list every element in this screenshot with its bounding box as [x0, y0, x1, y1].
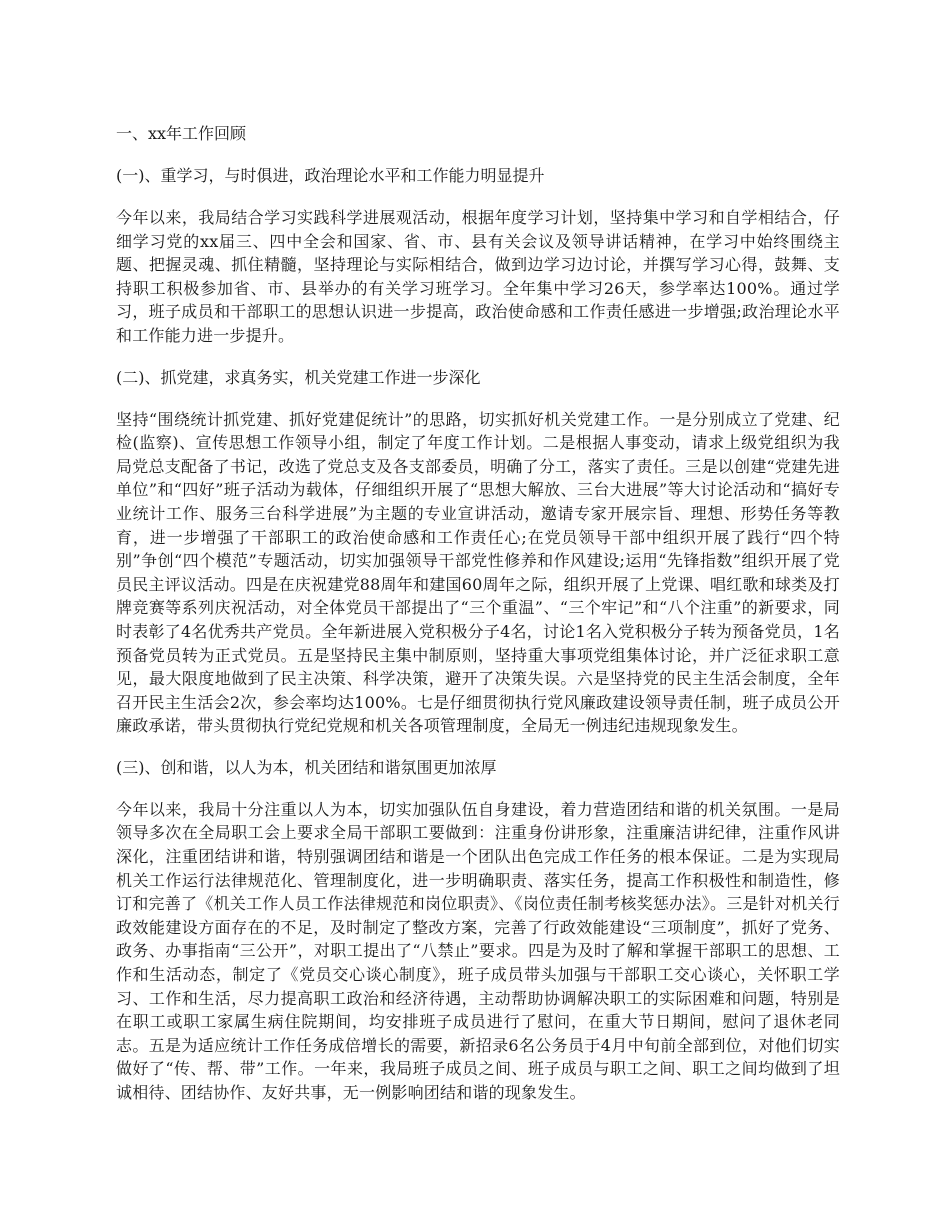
- subsection-body-3: 今年以来，我局十分注重以人为本，切实加强队伍自身建设，着力营造团结和谐的机关氛围。一是局领导多次在全局职工会上要求全局干部职工要做到：注重身份讲形象，注重廉洁讲纪律，注重作风讲深化，注重团结讲和谐，特别强调团结和谐是一个团队出色完成工作任务的根本保证。二是为实现局机关工作运行法律规范化、管理制度化，进一步明确职责、落实任务，提高工作积极性和制造性，修订和完善了《机关工作人员工作法律规范和岗位职责》、《岗位责任制考核奖惩办法》。三是针对机关行政效能建设方面存在的不足，及时制定了整改方案，完善了行政效能建设“三项制度”，抓好了党务、政务、办事指南“三公开”，对职工提出了“八禁止”要求。四是为及时了解和掌握干部职工的思想、工作和生活动态，制定了《党员交心谈心制度》，班子成员带头加强与干部职工交心谈心，关怀职工学习、工作和生活，尽力提高职工政治和经济待遇，主动帮助协调解决职工的实际困难和问题，特别是在职工或职工家属生病住院期间，均安排班子成员进行了慰问，在重大节日期间，慰问了退休老同志。五是为适应统计工作任务成倍增长的需要，新招录6名公务员于4月中旬前全部到位，对他们切实做好了“传、帮、带”工作。一年来，我局班子成员之间、班子成员与职工之间、职工之间均做到了坦诚相待、团结协作、友好共事，无一例影响团结和谐的现象发生。: [116, 799, 840, 1102]
- subsection-body-2: 坚持“围绕统计抓党建、抓好党建促统计”的思路，切实抓好机关党建工作。一是分别成立了党建、纪检(监察)、宣传思想工作领导小组，制定了年度工作计划。二是根据人事变动，请求上级党组织为我局党总支配备了书记，改选了党总支及各支部委员，明确了分工，落实了责任。三是以创建“党建先进单位”和“四好”班子活动为载体，仔细组织开展了“思想大解放、三台大进展”等大讨论活动和“搞好专业统计工作、服务三台科学进展”为主题的专业宣讲活动，邀请专家开展宗旨、理想、形势任务等教育，进一步增强了干部职工的政治使命感和工作责任心;在党员领导干部中组织开展了践行“四个特别”争创“四个模范”专题活动，切实加强领导干部党性修养和作风建设;运用“先锋指数”组织开展了党员民主评议活动。四是在庆祝建党88周年和建国60周年之际，组织开展了上党课、唱红歌和球类及打牌竞赛等系列庆祝活动，对全体党员干部提出了“三个重温”、“三个牢记”和“八个注重”的新要求，同时表彰了4名优秀共产党员。全年新进展入党积极分子4名，讨论1名入党积极分子转为预备党员，1名预备党员转为正式党员。五是坚持民主集中制原则，坚持重大事项党组集体讨论，并广泛征求职工意见，最大限度地做到了民主决策、科学决策，避开了决策失误。六是坚持党的民主生活会制度，全年召开民主生活会2次，参会率均达100%。七是仔细贯彻执行党风廉政建设领导责任制，班子成员公开廉政承诺，带头贯彻执行党纪党规和机关各项管理制度，全局无一例违纪违规现象发生。: [116, 409, 840, 736]
- section-title: 一、xx年工作回顾: [116, 124, 247, 143]
- subsection-heading-3: (三)、创和谐，以人为本，机关团结和谐氛围更加浓厚: [116, 757, 497, 777]
- subsection-body-1: 今年以来，我局结合学习实践科学进展观活动，根据年度学习计划，坚持集中学习和自学相结合，仔细学习党的xx届三、四中全会和国家、省、市、县有关会议及领导讲话精神，在学习中始终围绕主题、把握灵魂、抓住精髓，坚持理论与实际相结合，做到边学习边讨论，并撰写学习心得，鼓舞、支持职工积极参加省、市、县举办的有关学习班学习。全年集中学习26天，参学率达100%。通过学习，班子成员和干部职工的思想认识进一步提高，政治使命感和工作责任感进一步增强;政治理论水平和工作能力进一步提升。: [116, 208, 840, 345]
- document-page: [116, 122, 840, 1123]
- subsection-heading-2: (二)、抓党建，求真务实，机关党建工作进一步深化: [116, 367, 481, 387]
- subsection-heading-1: (一)、重学习，与时俱进，政治理论水平和工作能力明显提升: [116, 166, 545, 185]
